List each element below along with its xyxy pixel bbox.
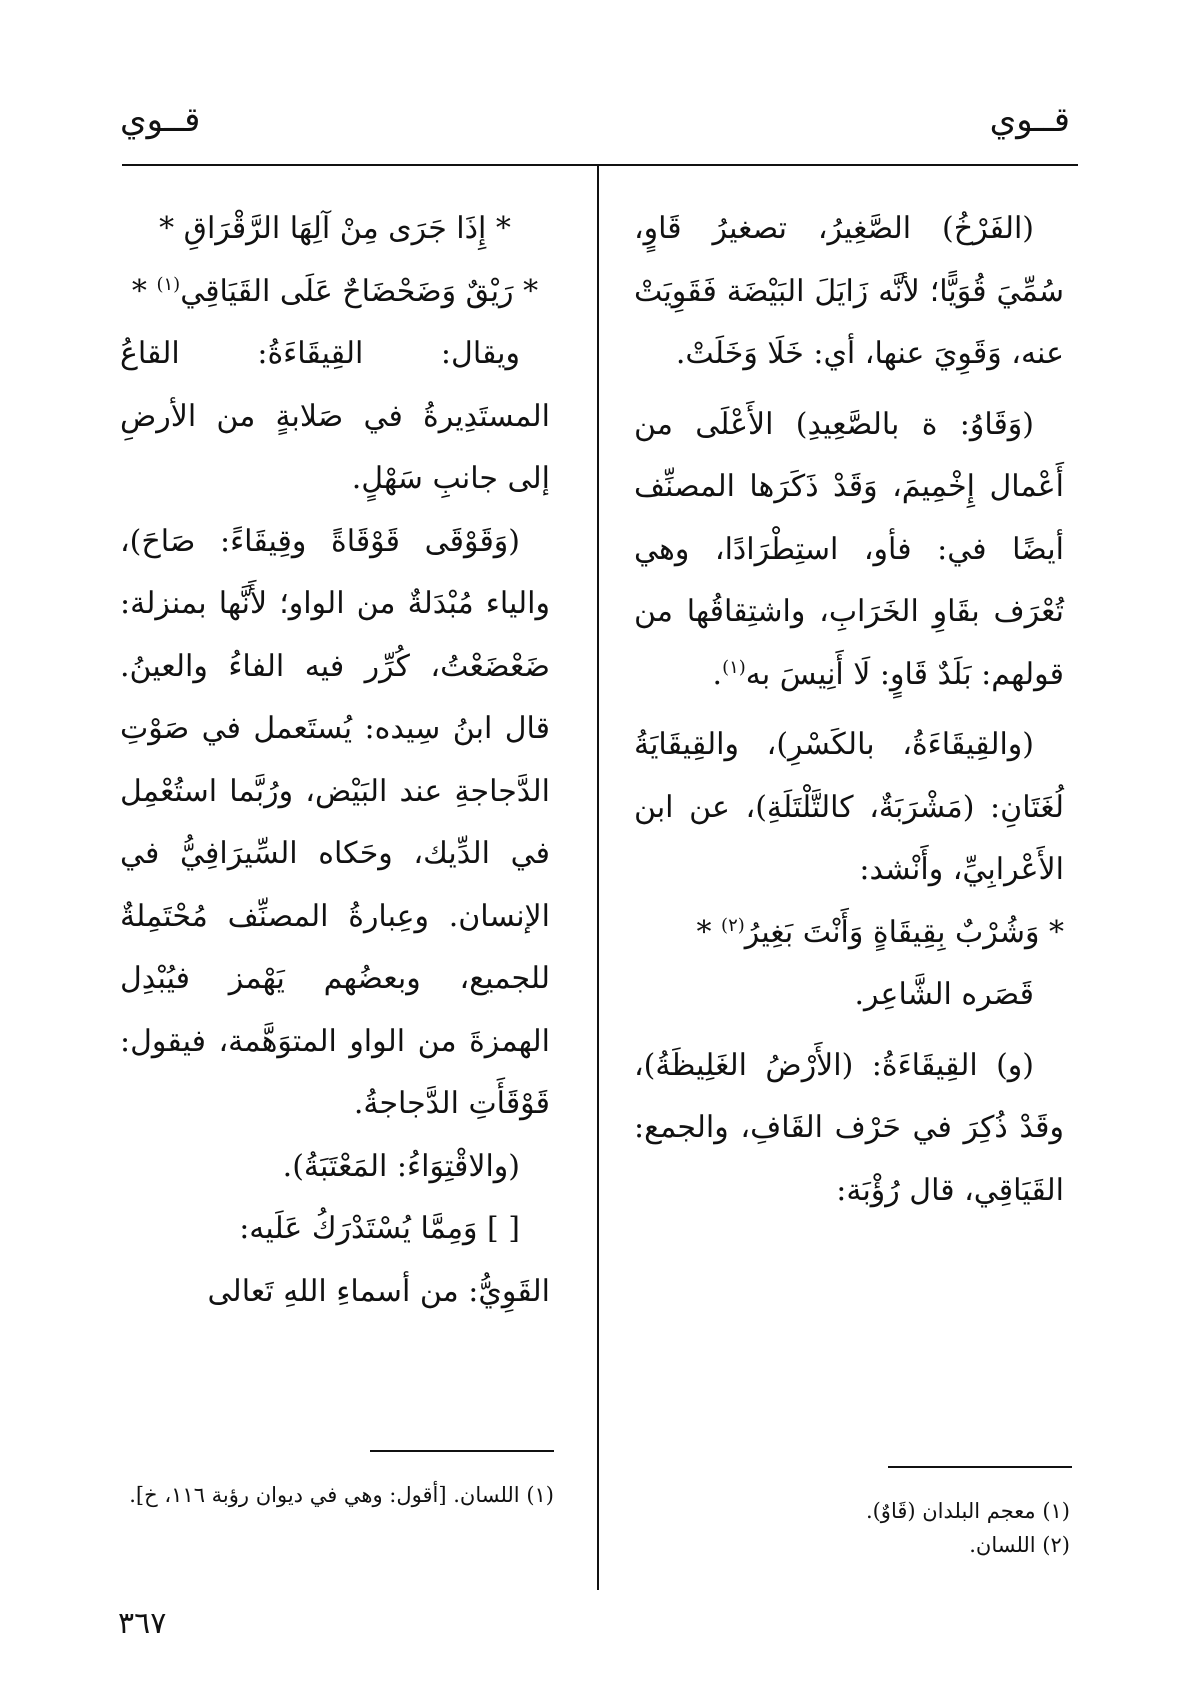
paragraph: (وَقَاوُ: ة بالصَّعِيدِ) الأَعْلَى من أَعْمال إِخْمِيمَ، وَقَدْ ذَكَرَها المصنِّف أيضًا في: فأو، استِطْرَادًا، وهي تُعْرَف بقَاوِ الخَرَابِ، واشتِقاقُها من قولهم: بَلَدٌ قَاوٍ: لَا أَنِيسَ به$^{(١)}$.: [634, 406, 1064, 692]
footnote: (١) اللسان. [أقول: وهي في ديوان رؤبة ١١٦، خ].: [129, 1483, 554, 1507]
column-divider: [597, 165, 599, 1590]
footnote-rule-left: [370, 1450, 554, 1452]
footnote-marker: (١): [156, 273, 181, 295]
footnote-rule-right: [888, 1466, 1072, 1468]
right-column: [634, 198, 1064, 1222]
page-number: ٣٦٧: [118, 1606, 167, 1641]
header-rule: [122, 164, 1078, 166]
paragraph: قَصَره الشَّاعِر.: [854, 977, 1034, 1012]
footnote-marker: (٢): [721, 914, 745, 936]
footnote: (١) معجم البلدان (قَاوٌ).: [865, 1499, 1070, 1523]
paragraph: (و) القِيقَاءَةُ: (الأَرْضُ الغَلِيظَةُ)، وقَدْ ذُكِرَ في حَرْف القَافِ، والجمع: القَيَاقِي، قال رُؤْبَة:: [634, 1047, 1064, 1208]
verse-line: * رَيْقٌ وَضَحْضَاحٌ عَلَى القَيَاقِي$^{(١)}$ *: [131, 273, 539, 309]
running-header-left: قــوي: [120, 100, 201, 140]
paragraph: (والاقْتِوَاءُ: المَعْتَبَةُ).: [282, 1148, 520, 1184]
footnote-marker: (١): [722, 656, 746, 678]
paragraph: القَوِيُّ: من أسماءِ اللهِ تَعالى: [207, 1273, 550, 1309]
running-header-right: قــوي: [989, 100, 1070, 140]
footnote: (٢) اللسان.: [969, 1533, 1070, 1557]
footnotes-left: [118, 1478, 554, 1512]
verse-line: * وَشُرْبٌ بِقِيقَاةٍ وَأَنْتَ بَغِيرُ$^{(٢)}$ *: [696, 914, 1064, 950]
paragraph: [ ] وَمِمَّا يُسْتَدْرَكُ عَلَيه:: [239, 1211, 520, 1246]
paragraph: ويقال: القِيقَاءَةُ: القاعُ المستَدِيرةُ في صَلابةٍ من الأرضِ إلى جانبِ سَهْلٍ.: [120, 336, 550, 496]
paragraph: (وَقَوْقَى قَوْقَاةً وقِيقَاءً: صَاحَ)، والياء مُبْدَلةٌ من الواو؛ لأَنَّها بمنزلة: ضَعْضَعْتُ، كُرِّر فيه الفاءُ والعينُ. قال ابنُ سِيده: يُستَعمل في صَوْتِ الدَّجاجةِ عند البَيْض، ورُبَّما استُعْمِل في الدِّيك، وحَكاه السِّيرَافِيُّ في الإنسان. وعِبارةُ المصنِّف مُحْتَمِلةٌ للجميع، وبعضُهم يَهْمز فيُبْدِل الهمزةَ من الواو المتوَهَّمة، فيقول: قَوْقَأَتِ الدَّجاجةُ.: [120, 523, 550, 1121]
paragraph: (والقِيقَاءَةُ، بالكَسْرِ)، والقِيقَايَةُ لُغَتَانِ: (مَشْرَبَةٌ، كالتَّلْتَلَةِ)، عن ابن الأَعْرابِيِّ، وأَنْشد:: [634, 727, 1064, 887]
verse-line: * إِذَا جَرَى مِنْ آلِهَا الرَّقْرَاقِ *: [159, 211, 511, 246]
footnotes-right: [640, 1494, 1070, 1562]
left-column: [120, 198, 550, 1323]
paragraph: (الفَرْخُ) الصَّغِيرُ، تصغيرُ قَاوٍ، سُمِّيَ قُوَيًّا؛ لأنَّه زَايَلَ البَيْضَة فَقَوِيَتْ عنه، وَقَوِيَ عنها، أي: خَلَا وَخَلَتْ.: [634, 211, 1064, 371]
